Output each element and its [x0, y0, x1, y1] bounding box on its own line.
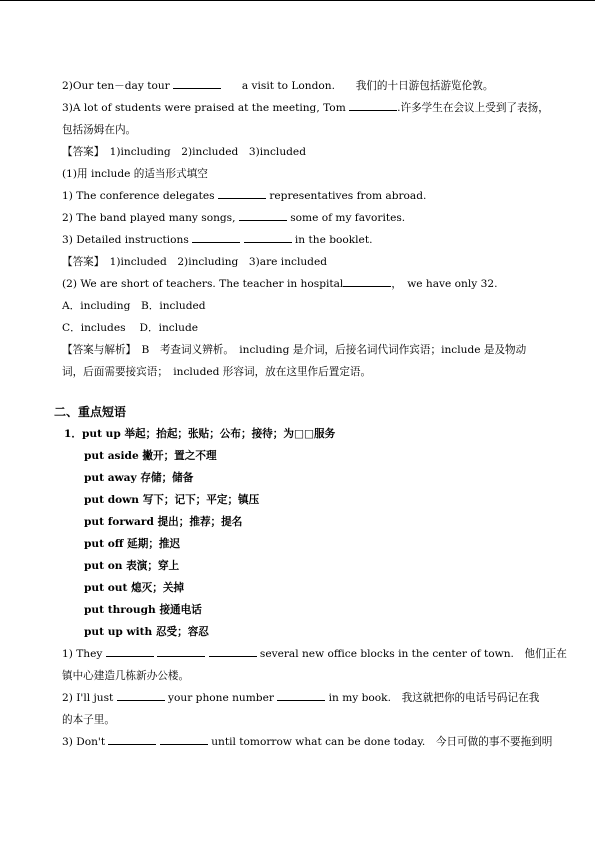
answer-blank[interactable] — [343, 276, 391, 287]
exercise-2: 2) I'll just your phone number in my book. 我这就把你的电话号码记在我 — [62, 692, 540, 704]
answer-blank[interactable] — [209, 646, 257, 657]
phrase-item: put forward 提出；推荐；提名 — [84, 516, 243, 528]
phrase-item: put through 接通电话 — [84, 604, 202, 616]
question-2: 2)Our ten－day tour a visit to London. 我们的十日游包括游览伦敦。 — [62, 80, 494, 92]
answer-blank[interactable] — [157, 646, 205, 657]
phrase-item: put off 延期；推迟 — [84, 538, 181, 550]
answer-1: 【答案】 1)including 2)included 3)included — [62, 146, 306, 158]
phrase-item: put on 表演；穿上 — [84, 560, 180, 572]
fill-item-1: 1) The conference delegates representatives from abroad. — [62, 190, 427, 202]
exercise-1-cont: 镇中心建造几栋新办公楼。 — [62, 670, 190, 682]
answer-blank[interactable] — [244, 232, 292, 243]
exercise-1: 1) They several new office blocks in the center of town. 他们正在 — [62, 648, 567, 660]
exercise-3: 3) Don't until tomorrow what can be done today. 今日可做的事不要拖到明 — [62, 736, 553, 748]
phrase-item: put down 写下；记下；平定；镇压 — [84, 494, 260, 506]
fill-title: (1)用 include 的适当形式填空 — [62, 168, 208, 180]
phrase-item: put out 熄灭；关掉 — [84, 582, 185, 594]
answer-blank[interactable] — [160, 734, 208, 745]
answer-blank[interactable] — [277, 690, 325, 701]
mc-option-row-2: C．includes D．include — [62, 322, 198, 334]
answer-2: 【答案】 1)included 2)including 3)are included — [62, 256, 327, 268]
answer-blank[interactable] — [106, 646, 154, 657]
answer-blank[interactable] — [349, 100, 397, 111]
fill-item-2: 2) The band played many songs, some of my favorites. — [62, 212, 406, 224]
fill-item-3: 3) Detailed instructions in the booklet. — [62, 234, 373, 246]
question-3-cont: 包括汤姆在内。 — [62, 124, 137, 136]
answer-blank[interactable] — [218, 188, 266, 199]
answer-blank[interactable] — [108, 734, 156, 745]
analysis: 【答案与解析】 B 考查词义辨析。 including 是介词，后接名词代词作宾语；include 是及物动词，后面需要接宾语； included 形容词，放在这里作后置定语。 — [62, 344, 527, 378]
page-top-rule — [0, 0, 595, 1]
phrase-item: put away 存储；储备 — [84, 472, 194, 484]
answer-blank[interactable] — [117, 690, 165, 701]
phrase-item: put aside 撇开；置之不理 — [84, 450, 217, 462]
phrase-item: put up with 忍受；容忍 — [84, 626, 209, 638]
phrase-head: 1．put up 举起；抬起；张贴；公布；接待；为□□服务 — [64, 428, 336, 440]
exercise-2-cont: 的本子里。 — [62, 714, 115, 726]
answer-blank[interactable] — [192, 232, 240, 243]
answer-blank[interactable] — [239, 210, 287, 221]
answer-blank[interactable] — [173, 78, 221, 89]
document-page — [54, 75, 567, 753]
mc-option-row-1: A．including B．included — [62, 300, 206, 312]
question-3: 3)A lot of students were praised at the meeting, Tom .许多学生在会议上受到了表扬， — [62, 102, 549, 114]
mc-question: (2) We are short of teachers. The teacher in hospital ， we have only 32. — [62, 278, 498, 290]
section-title: 二、重点短语 — [54, 405, 127, 419]
